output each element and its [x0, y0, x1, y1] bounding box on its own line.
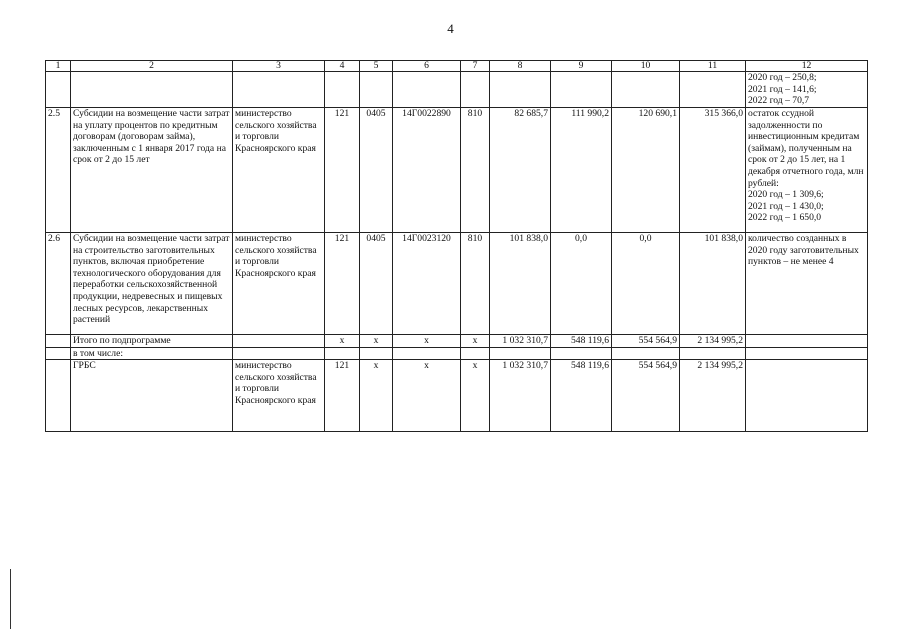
- row-number: 2.5: [46, 108, 71, 233]
- row-number: [46, 360, 71, 432]
- code-grbs: 121: [325, 108, 360, 233]
- ministry: [233, 72, 325, 108]
- code-rzpr: 0405: [360, 108, 393, 233]
- column-header: 9: [551, 61, 612, 72]
- expected-result: [746, 347, 868, 360]
- ministry: [233, 347, 325, 360]
- amount-2020: 1 032 310,7: [490, 360, 551, 432]
- ministry: министерство сельского хозяйства и торговли Красноярского края: [233, 233, 325, 335]
- code-csr: 14Г0023120: [393, 233, 461, 335]
- column-header: 1: [46, 61, 71, 72]
- amount-total: 2 134 995,2: [680, 335, 746, 348]
- code-vr: x: [461, 335, 490, 348]
- amount-2022: [612, 72, 680, 108]
- row-number: 2.6: [46, 233, 71, 335]
- code-rzpr: [360, 72, 393, 108]
- code-grbs: [325, 347, 360, 360]
- code-csr: x: [393, 335, 461, 348]
- column-header: 2: [71, 61, 233, 72]
- amount-total: [680, 72, 746, 108]
- amount-2021: [551, 72, 612, 108]
- scan-edge-mark: [10, 569, 11, 629]
- code-csr: [393, 347, 461, 360]
- code-vr: [461, 347, 490, 360]
- amount-2020: [490, 347, 551, 360]
- measure-name: Субсидии на возмещение части затрат на строительство заготовительных пунктов, включая приобретение технологического оборудования для переработки сельскохозяйственной продукции, недревесных и пищевых лесных ресурсов, лекарственных растений: [71, 233, 233, 335]
- table-row: [46, 108, 868, 233]
- ministry: министерство сельского хозяйства и торговли Красноярского края: [233, 108, 325, 233]
- code-grbs: [325, 72, 360, 108]
- code-rzpr: 0405: [360, 233, 393, 335]
- amount-2020: [490, 72, 551, 108]
- amount-total: [680, 347, 746, 360]
- table-row: [46, 233, 868, 335]
- amount-2022: 554 564,9: [612, 360, 680, 432]
- amount-2020: 101 838,0: [490, 233, 551, 335]
- amount-2021: [551, 347, 612, 360]
- amount-2021: 111 990,2: [551, 108, 612, 233]
- column-header: 11: [680, 61, 746, 72]
- code-grbs: 121: [325, 360, 360, 432]
- row-number: [46, 335, 71, 348]
- ministry: министерство сельского хозяйства и торговли Красноярского края: [233, 360, 325, 432]
- header-row: [46, 61, 868, 72]
- program-table: [45, 60, 868, 432]
- code-vr: x: [461, 360, 490, 432]
- code-vr: 810: [461, 233, 490, 335]
- code-csr: [393, 72, 461, 108]
- amount-2022: 554 564,9: [612, 335, 680, 348]
- amount-2021: 0,0: [551, 233, 612, 335]
- measure-name: [71, 72, 233, 108]
- column-header: 4: [325, 61, 360, 72]
- ministry: [233, 335, 325, 348]
- expected-result: количество созданных в 2020 году заготовительных пунктов – не менее 4: [746, 233, 868, 335]
- code-rzpr: x: [360, 335, 393, 348]
- amount-2021: 548 119,6: [551, 335, 612, 348]
- measure-name: ГРБС: [71, 360, 233, 432]
- column-header: 6: [393, 61, 461, 72]
- measure-name: Итого по подпрограмме: [71, 335, 233, 348]
- expected-result: [746, 335, 868, 348]
- page-number: 4: [447, 21, 454, 36]
- code-csr: x: [393, 360, 461, 432]
- amount-2020: 1 032 310,7: [490, 335, 551, 348]
- expected-result: [746, 360, 868, 432]
- code-grbs: 121: [325, 233, 360, 335]
- column-header: 5: [360, 61, 393, 72]
- amount-total: 2 134 995,2: [680, 360, 746, 432]
- code-rzpr: [360, 347, 393, 360]
- table-row: [46, 72, 868, 108]
- expected-result: остаток ссудной задолженности по инвестиционным кредитам (займам), полученным на срок от 2 до 15 лет, на 1 декабря отчетного года, млн рублей: 2020 год – 1 309,6; 2021 год – 1 430,0; 2022 год – 1 650,0: [746, 108, 868, 233]
- column-header: 8: [490, 61, 551, 72]
- code-vr: 810: [461, 108, 490, 233]
- column-header: 7: [461, 61, 490, 72]
- column-header: 3: [233, 61, 325, 72]
- row-number: [46, 72, 71, 108]
- column-header: 10: [612, 61, 680, 72]
- amount-total: 315 366,0: [680, 108, 746, 233]
- amount-2022: 120 690,1: [612, 108, 680, 233]
- amount-2022: 0,0: [612, 233, 680, 335]
- code-csr: 14Г0022890: [393, 108, 461, 233]
- expected-result: 2020 год – 250,8; 2021 год – 141,6; 2022 год – 70,7: [746, 72, 868, 108]
- amount-2020: 82 685,7: [490, 108, 551, 233]
- table-row: [46, 347, 868, 360]
- amount-2021: 548 119,6: [551, 360, 612, 432]
- code-vr: [461, 72, 490, 108]
- code-grbs: x: [325, 335, 360, 348]
- code-rzpr: x: [360, 360, 393, 432]
- amount-total: 101 838,0: [680, 233, 746, 335]
- column-header: 12: [746, 61, 868, 72]
- measure-name: Субсидии на возмещение части затрат на уплату процентов по кредитным договорам (договорам займа), заключенным с 1 января 2017 года на срок от 2 до 15 лет: [71, 108, 233, 233]
- measure-name: в том числе:: [71, 347, 233, 360]
- amount-2022: [612, 347, 680, 360]
- row-number: [46, 347, 71, 360]
- table-row-subtotal: [46, 335, 868, 348]
- table-row-grbs: [46, 360, 868, 432]
